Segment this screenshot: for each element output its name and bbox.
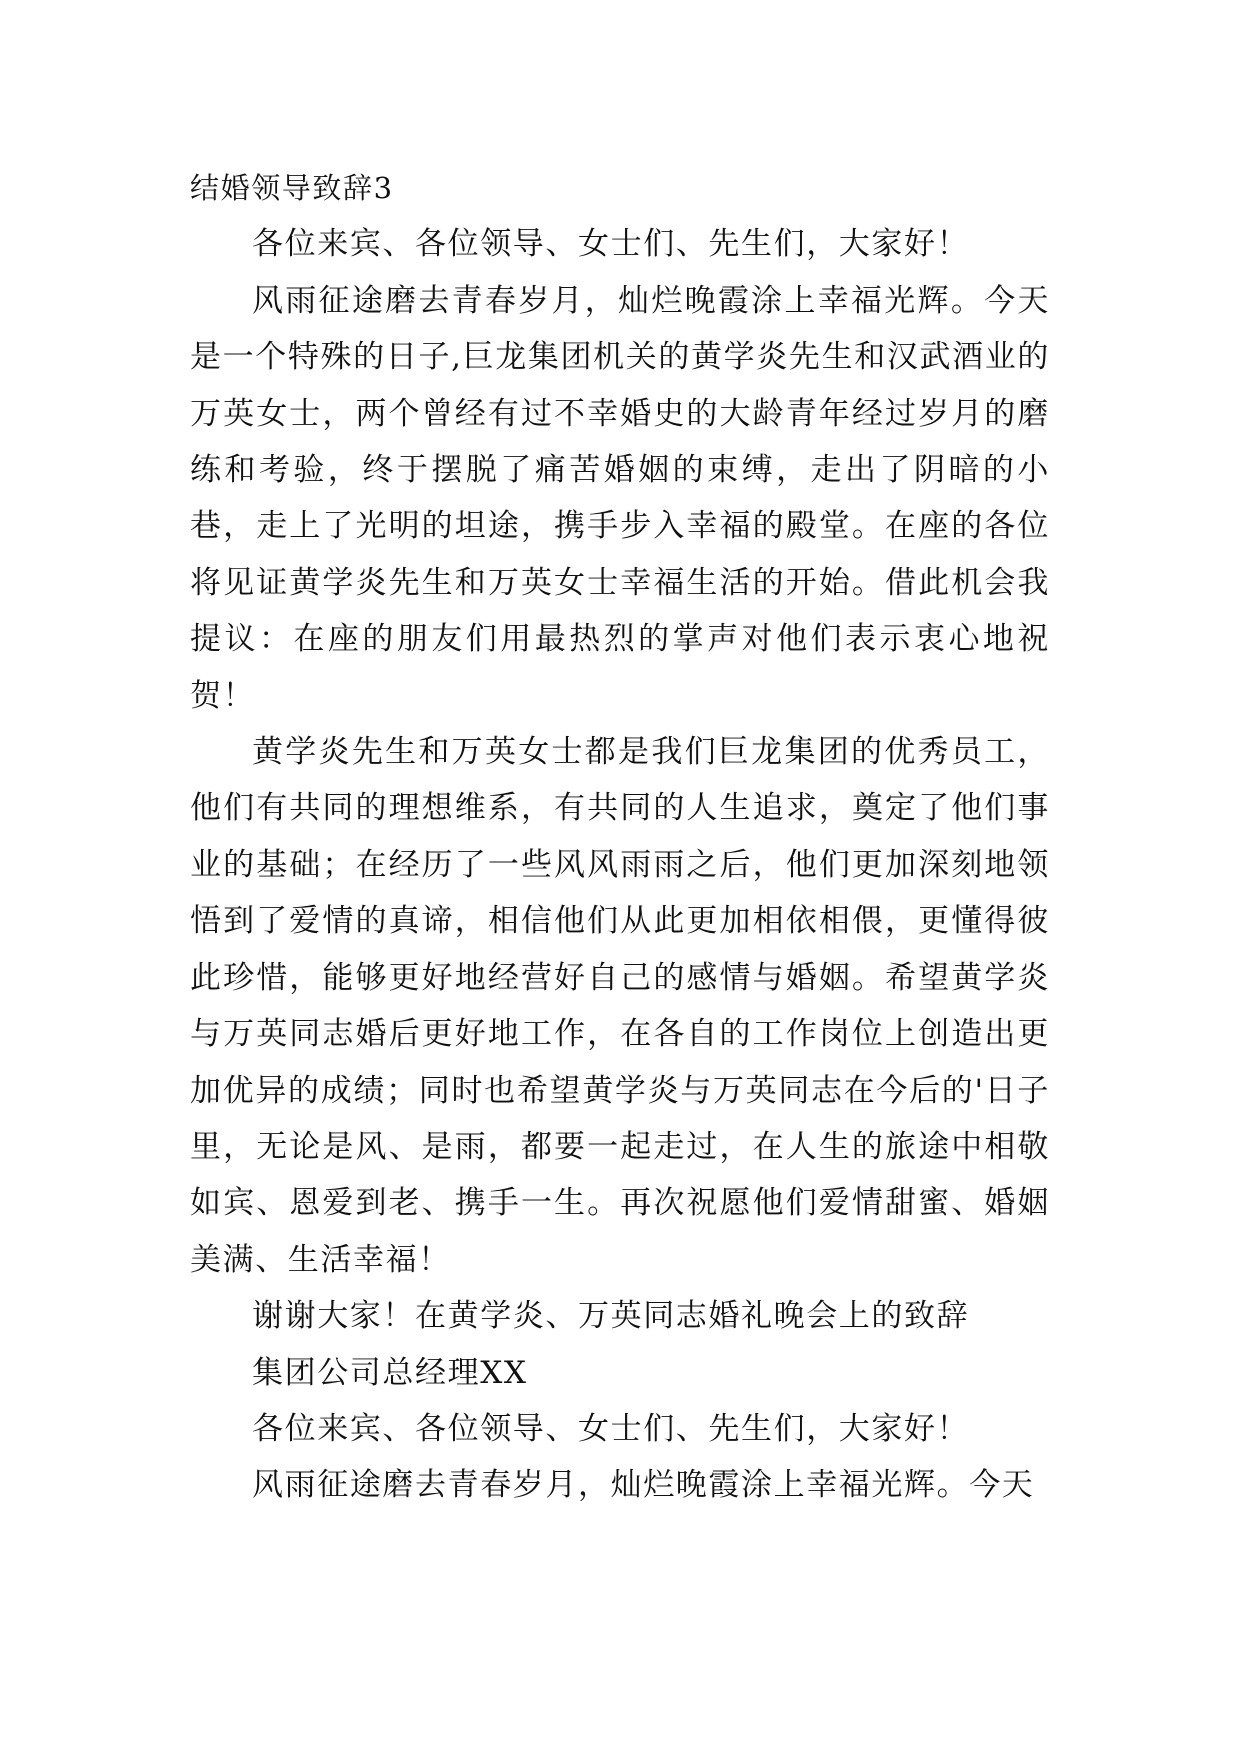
closing-line: 谢谢大家！在黄学炎、万英同志婚礼晚会上的致辞 — [252, 1298, 970, 1335]
greeting-paragraph: 各位来宾、各位领导、女士们、先生们，大家好！ — [252, 1410, 970, 1447]
signature-line: 集团公司总经理XX — [252, 1354, 528, 1391]
body-paragraph: 黄学炎先生和万英女士都是我们巨龙集团的优秀员工，他们有共同的理想维系，有共同的人生追求，奠定了他们事业的基础；在经历了一些风风雨雨之后，他们更加深刻地领悟到了爱情的真谛，相信他们从此更加相依相偎，更懂得彼此珍惜，能够更好地经营好自己的感情与婚姻。希望黄学炎与万英同志婚后更好地工作，在各自的工作岗位上创造出更加优异的成绩；同时也希望黄学炎与万英同志在今后的'日子里，无论是风、是雨，都要一起走过，在人生的旅途中相敬如宾、恩爱到老、携手一生。再次祝愿他们爱情甜蜜、婚姻美满、生活幸福！ — [190, 734, 1050, 1278]
body-paragraph: 风雨征途磨去青春岁月，灿烂晚霞涂上幸福光辉。今天是一个特殊的日子,巨龙集团机关的黄学炎先生和汉武酒业的万英女士，两个曾经有过不幸婚史的大龄青年经过岁月的磨练和考验，终于摆脱了痛苦婚姻的束缚，走出了阴暗的小巷，走上了光明的坦途，携手步入幸福的殿堂。在座的各位将见证黄学炎先生和万英女士幸福生活的开始。借此机会我提议：在座的朋友们用最热烈的掌声对他们表示衷心地祝贺！ — [190, 282, 1050, 714]
document-title: 结婚领导致辞3 — [190, 171, 394, 205]
body-paragraph: 风雨征途磨去青春岁月，灿烂晚霞涂上幸福光辉。今天 — [252, 1467, 1035, 1504]
document-body — [190, 160, 1050, 1514]
greeting-paragraph: 各位来宾、各位领导、女士们、先生们，大家好！ — [252, 226, 970, 263]
